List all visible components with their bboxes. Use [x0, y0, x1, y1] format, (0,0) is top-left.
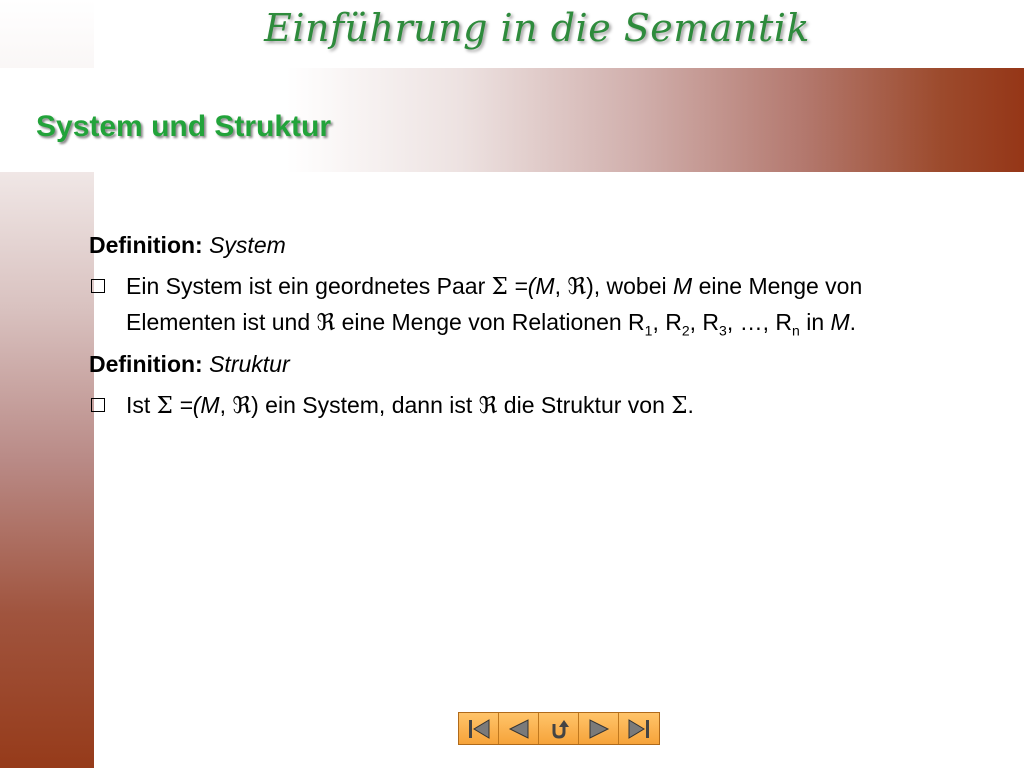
fraktur-r-symbol: ℜ: [316, 310, 336, 336]
text: ): [251, 392, 259, 418]
text: =(: [507, 273, 536, 299]
slide-content: [89, 228, 969, 430]
subscript: n: [792, 322, 800, 339]
text: , R: [689, 309, 720, 335]
slide-navigation: [458, 712, 660, 745]
definition-term: Struktur: [209, 351, 290, 377]
fraktur-r-symbol: ℜ: [567, 274, 587, 300]
course-title: Einführung in die Semantik: [264, 6, 810, 50]
text: .: [687, 392, 694, 418]
return-button[interactable]: [539, 713, 579, 744]
fraktur-r-symbol: ℜ: [478, 393, 498, 419]
previous-icon: [506, 718, 532, 740]
math-var: M: [830, 309, 850, 335]
sigma-symbol: Σ: [156, 393, 173, 419]
text: die Struktur von: [497, 392, 672, 418]
text: =(: [172, 392, 201, 418]
text: , wobei: [593, 273, 674, 299]
text: eine Menge von Elementen ist und: [126, 273, 863, 335]
subscript: 2: [681, 322, 690, 339]
subscript: 3: [719, 322, 727, 339]
sigma-symbol: Σ: [491, 274, 508, 300]
bullet-struktur-definition: [89, 388, 969, 424]
text: .: [849, 309, 857, 335]
text: ): [586, 273, 594, 299]
first-slide-button[interactable]: [459, 713, 499, 744]
slide-title: System und Struktur: [36, 110, 332, 143]
definition-label: Definition:: [89, 232, 203, 258]
text: Ein System ist ein geordnetes Paar: [126, 273, 492, 299]
math-var: M: [673, 273, 693, 299]
subscript: 1: [644, 322, 653, 339]
definition-struktur: [89, 347, 969, 382]
last-icon: [626, 718, 652, 740]
bullet-system-definition: [89, 269, 969, 341]
text: ein System, dann ist: [258, 392, 479, 418]
next-icon: [586, 718, 612, 740]
text: , …, R: [726, 309, 793, 335]
text: in: [799, 309, 831, 335]
return-icon: [546, 718, 572, 740]
sigma-symbol: Σ: [671, 393, 688, 419]
square-bullet-icon: [91, 279, 105, 293]
last-slide-button[interactable]: [619, 713, 659, 744]
math-var: M: [200, 392, 220, 418]
square-bullet-icon: [91, 398, 105, 412]
text: ,: [554, 273, 568, 299]
fraktur-r-symbol: ℜ: [232, 393, 252, 419]
first-icon: [466, 718, 492, 740]
previous-slide-button[interactable]: [499, 713, 539, 744]
math-var: M: [535, 273, 555, 299]
definition-system: [89, 228, 969, 263]
definition-label: Definition:: [89, 351, 203, 377]
next-slide-button[interactable]: [579, 713, 619, 744]
text: Ist: [126, 392, 157, 418]
text: eine Menge von Relationen R: [335, 309, 645, 335]
text: , R: [652, 309, 682, 335]
text: ,: [219, 392, 233, 418]
definition-term: System: [209, 232, 286, 258]
